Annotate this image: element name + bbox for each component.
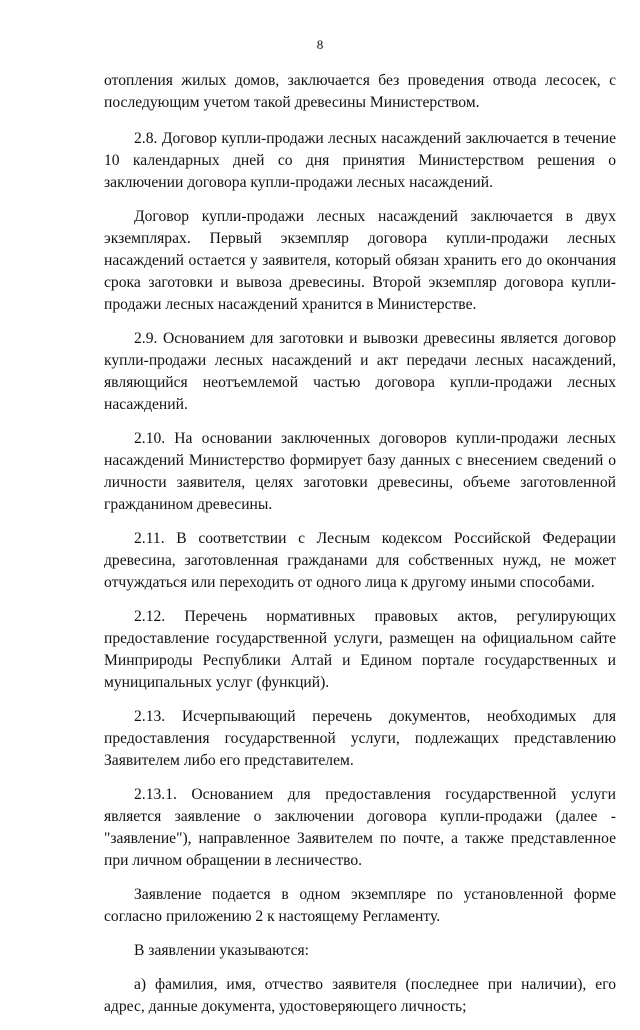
page-number: 8 xyxy=(316,37,324,52)
paragraph-2-8: 2.8. Договор купли-продажи лесных насаждений заключается в течение 10 календарных дней со дня принятия Министерством решения о заключении договора купли-продажи лесных насаждений. xyxy=(104,130,616,191)
paragraph-continuation-heating: отопления жилых домов, заключается без проведения отвода лесосек, с последующим учетом такой древесины Министерством. xyxy=(104,72,616,111)
document-body xyxy=(104,70,616,1030)
list-item-a: а) фамилия, имя, отчество заявителя (последнее при наличии), его адрес, данные документа, удостоверяющего личность; xyxy=(104,976,616,1015)
paragraph-2-11: 2.11. В соответствии с Лесным кодексом Российской Федерации древесина, заготовленная гражданами для собственных нужд, не может отчуждаться или переходить от одного лица к другому иными способами. xyxy=(104,530,616,591)
paragraph-2-10: 2.10. На основании заключенных договоров купли-продажи лесных насаждений Министерство формирует базу данных с внесением сведений о личности заявителя, целях заготовки древесины, объеме заготовленной гражданином древесины. xyxy=(104,430,616,513)
paragraph-2-12: 2.12. Перечень нормативных правовых актов, регулирующих предоставление государственной услуги, размещен на официальном сайте Минприроды Республики Алтай и Едином портале государственных и муниципальных услуг (функций). xyxy=(104,608,616,691)
paragraph-2-9: 2.9. Основанием для заготовки и вывозки древесины является договор купли-продажи лесных насаждений и акт передачи лесных насаждений, являющийся неотъемлемой частью договора купли-продажи лесных насаждений. xyxy=(104,330,616,413)
paragraph-application-contents: В заявлении указываются: xyxy=(134,942,309,959)
paragraph-contract-copies: Договор купли-продажи лесных насаждений заключается в двух экземплярах. Первый экземпляр договора купли-продажи лесных насаждений остается у заявителя, который обязан хранить его до окончания срока заготовки и вывоза древесины. Второй экземпляр договора купли-продажи лесных насаждений хранится в Министерстве. xyxy=(104,208,616,313)
paragraph-2-13-1: 2.13.1. Основанием для предоставления государственной услуги является заявление о заключении договора купли-продажи (далее - "заявление"), направленное Заявителем по почте, а также представленное при личном обращении в лесничество. xyxy=(104,786,616,869)
paragraph-2-13: 2.13. Исчерпывающий перечень документов, необходимых для предоставления государственной услуги, подлежащих представлению Заявителем либо его представителем. xyxy=(104,708,616,769)
paragraph-application-copy: Заявление подается в одном экземпляре по установленной форме согласно приложению 2 к настоящему Регламенту. xyxy=(104,886,616,925)
